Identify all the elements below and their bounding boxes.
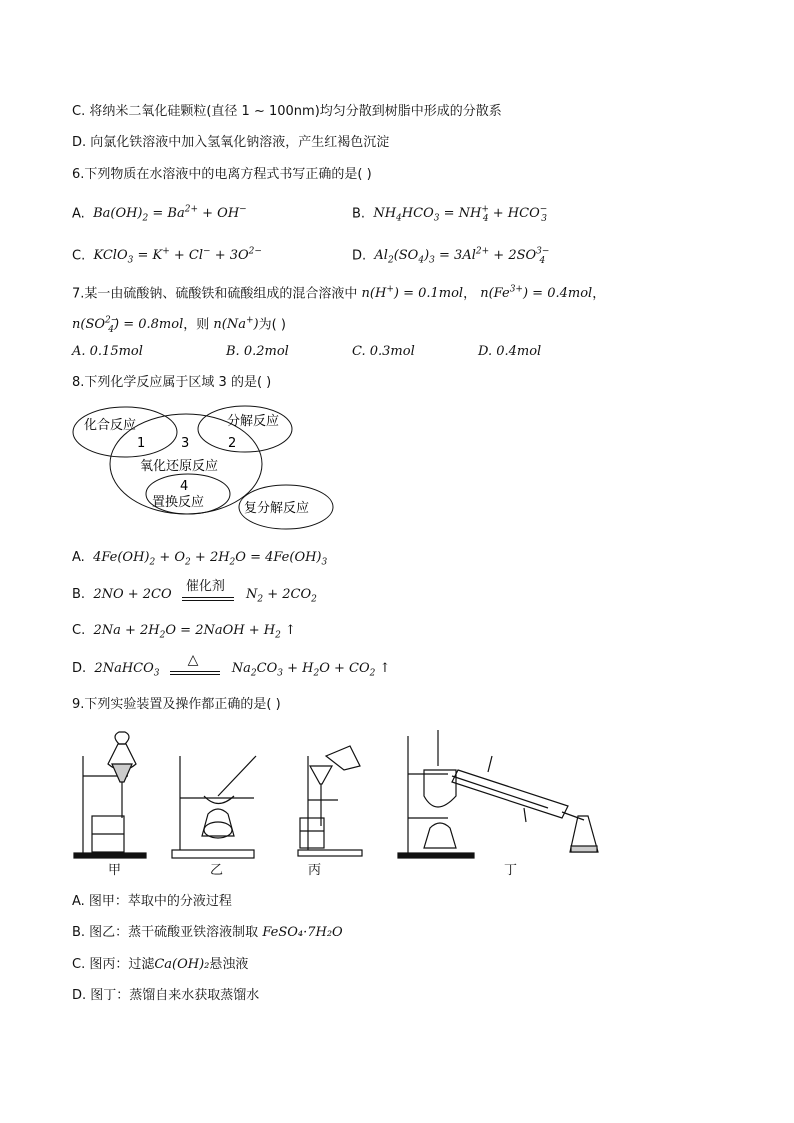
q8-option-b: B. 2NO + 2CO 催化剂 $N_2 + 2CO_2$ bbox=[72, 579, 317, 605]
q8-option-c: C. $2Na + 2H_2O$ = 2NaOH + $H_2$ ↑ bbox=[72, 623, 296, 641]
q7-option-a: A. 0.15mol bbox=[72, 344, 143, 359]
q9-stem: 9.下列实验装置及操作都正确的是( ) bbox=[72, 697, 281, 712]
q6-stem: 6.下列物质在水溶液中的电离方程式书写正确的是( ) bbox=[72, 167, 372, 182]
apparatus-yi bbox=[172, 756, 256, 858]
heat-symbol: △ bbox=[187, 652, 199, 668]
apparatus-bing bbox=[298, 746, 362, 856]
region-4-label: 4 bbox=[180, 479, 189, 494]
q6-option-d: D. $Al_2(SO_4)_3 = 3Al^{2+} + 2SO^{3-}_4$ bbox=[352, 247, 550, 266]
region-1-label: 1 bbox=[137, 436, 146, 451]
q5-option-c: C. 将纳米二氧化硅颗粒(直径 1 ~ 100nm)均匀分散到树脂中形成的分散系 bbox=[72, 104, 502, 119]
reaction-classification-diagram bbox=[70, 402, 340, 530]
region-3-label: 3 bbox=[181, 436, 190, 451]
decomposition-ellipse bbox=[198, 406, 292, 452]
q8-option-d: D. 2NaHCO$_3$ △ $Na_2CO_3 + H_2O + CO_2$ ↑ bbox=[72, 652, 391, 679]
apparatus-jia bbox=[74, 732, 146, 858]
label-ding: 丁 bbox=[504, 863, 518, 878]
q7-stem-line2: $n(SO^{2-}_4) = 0.8mol$，则 n(Na+)为( ) bbox=[72, 316, 286, 335]
q7-option-d: D. 0.4mol bbox=[478, 344, 542, 359]
label-bing: 丙 bbox=[308, 863, 322, 878]
q6-option-b: B. $NH_4HCO_3 = NH^+_4 + HCO^-_3$ bbox=[352, 205, 548, 224]
catalyst-label: 催化剂 bbox=[185, 579, 225, 594]
double-decomposition-label: 复分解反应 bbox=[244, 501, 310, 516]
q9-option-a: A. 图甲：萃取中的分液过程 bbox=[72, 894, 232, 909]
apparatus-figure bbox=[68, 726, 608, 878]
displacement-label: 置换反应 bbox=[152, 495, 205, 510]
q5-option-d: D. 向氯化铁溶液中加入氢氧化钠溶液，产生红褐色沉淀 bbox=[72, 135, 390, 150]
q7-option-b: B. 0.2mol bbox=[226, 344, 289, 359]
label-jia: 甲 bbox=[108, 863, 122, 878]
label-yi: 乙 bbox=[210, 863, 224, 878]
q7-stem-line1: 7.某一由硫酸钠、硫酸铁和硫酸组成的混合溶液中 n(H+) = 0.1mol， $n(Fe^{3+}) = 0.4mol$， bbox=[72, 285, 606, 302]
q9-option-c: C. 图丙：过滤Ca(OH)₂悬浊液 bbox=[72, 957, 249, 972]
combination-label: 化合反应 bbox=[84, 418, 137, 433]
q9-option-d: D. 图丁：蒸馏自来水获取蒸馏水 bbox=[72, 988, 260, 1003]
q8-stem: 8.下列化学反应属于区域 3 的是( ) bbox=[72, 375, 272, 390]
q6-option-c: C. KClO$_3$ = $K^+ + Cl^- + 3O^{2-}$ bbox=[72, 247, 262, 266]
redox-label: 氧化还原反应 bbox=[140, 459, 219, 474]
q6-option-a: A. $Ba(OH)_2 = Ba^{2+} + OH^-$ bbox=[72, 205, 247, 224]
apparatus-ding bbox=[398, 730, 598, 858]
decomposition-label: 分解反应 bbox=[227, 414, 280, 429]
region-2-label: 2 bbox=[228, 436, 237, 451]
q7-option-c: C. 0.3mol bbox=[352, 344, 415, 359]
q9-option-b: B. 图乙：蒸干硫酸亚铁溶液制取 FeSO₄·7H₂O bbox=[72, 925, 343, 940]
q8-option-a: A. $4Fe(OH)_2 + O_2 + 2H_2O = 4Fe(OH)_3$ bbox=[72, 550, 328, 568]
